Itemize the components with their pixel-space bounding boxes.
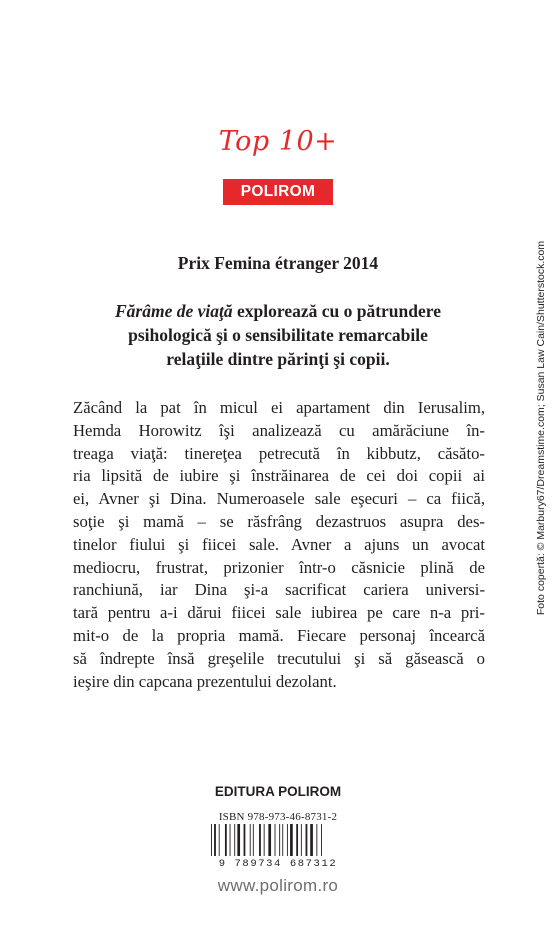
tagline-line-1-rest: explorează cu o pătrundere	[232, 301, 441, 321]
description-line: ei, Avner şi Dina. Numeroasele sale eşecuri – ca fiică,	[73, 489, 485, 509]
book-title: Fărâme de viaţă	[115, 301, 233, 321]
description-line: ria lipsită de iubire şi înstrăinarea de cei doi copii ai	[73, 466, 485, 486]
website-link[interactable]: www.polirom.ro	[217, 876, 339, 895]
barcode	[205, 824, 351, 868]
description-line: Zăcând la pat în micul ei apartament din Ierusalim,	[73, 398, 485, 417]
description-line: tinelor fiului şi fiicei sale. Avner a ajuns un avocat	[73, 534, 485, 554]
description-line: ieşire din capcana prezentului dezolant.	[73, 671, 337, 691]
description-line: Hemda Horowitz îşi analizează cu amărăciune în-	[73, 420, 485, 440]
description-line: soţie şi mamă – se răsfrâng dezastruos asupra des-	[73, 511, 485, 531]
tagline	[70, 299, 486, 371]
description-line: să îndrepte însă greşelile trecutului şi să găsească o	[73, 648, 485, 668]
book-description	[73, 397, 485, 693]
description-line: ranchiună, iar Dina şi-a sacrificat cariera universi-	[73, 580, 485, 600]
tagline-line-1	[70, 299, 486, 323]
publisher-name: EDITURA POLIROM	[214, 784, 342, 799]
tagline-line-2: psihologică şi o sensibilitate remarcabile	[128, 325, 428, 345]
description-line: mit-o de la propria mamă. Fiecare personaj încearcă	[73, 625, 485, 645]
isbn: ISBN 978-973-46-8731-2	[218, 811, 338, 823]
photo-credit: Foto copertă: © Marbury67/Dreamstime.com; Susan Law Cain/Shutterstock.com	[535, 240, 547, 616]
description-line: treaga viaţă: tinereţea petrecută în kibbutz, căsăto-	[73, 443, 485, 463]
description-line: tară pentru a-i dărui fiicei sale iubirea pe care n-a pri-	[73, 603, 485, 623]
description-line: mediocru, frustrat, prizonier într-o căsnicie plină de	[73, 557, 485, 577]
award-line: Prix Femina étranger 2014	[177, 253, 379, 273]
top10-logo: Top 10+	[218, 126, 338, 157]
polirom-logo: POLIROM	[223, 179, 333, 205]
tagline-line-3: relaţiile dintre părinţi şi copii.	[166, 349, 390, 369]
barcode-digits: 9 789734 687312	[218, 858, 338, 868]
